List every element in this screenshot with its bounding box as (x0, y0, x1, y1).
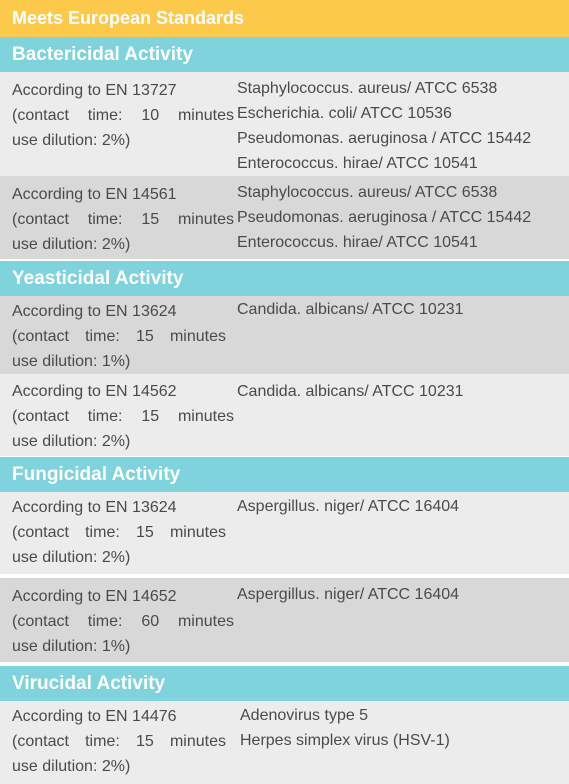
contact-minutes-value: 15 (135, 328, 154, 345)
contact-time (12, 324, 226, 349)
organism-item: Candida. albicans/ ATCC 10231 (237, 383, 464, 400)
time-word: time: (85, 524, 120, 541)
contact-time (12, 520, 226, 545)
organism-item: Enterococcus. hirae/ ATCC 10541 (237, 234, 478, 251)
time-word: time: (85, 328, 120, 345)
standard-name: According to EN 13624 (12, 499, 177, 516)
organism-item: Adenovirus type 5 (240, 707, 369, 724)
contact-word: (contact (12, 733, 69, 750)
minutes-word: minutes (169, 328, 226, 345)
standard-cell (12, 704, 234, 779)
standard-cell (12, 182, 234, 257)
organism-item: Escherichia. coli/ ATCC 10536 (237, 105, 452, 122)
contact-time (12, 103, 234, 128)
time-word: time: (87, 408, 123, 425)
organism-item: Herpes simplex virus (HSV-1) (240, 732, 450, 749)
contact-word: (contact (12, 211, 69, 228)
organisms-cell (237, 180, 531, 255)
dilution: use dilution: 2%) (12, 758, 131, 775)
minutes-word: minutes (177, 107, 234, 124)
contact-minutes-value: 15 (135, 733, 154, 750)
time-word: time: (87, 107, 123, 124)
contact-time (12, 609, 234, 634)
organism-item: Pseudomonas. aeruginosa / ATCC 15442 (237, 130, 532, 147)
organism-item: Pseudomonas. aeruginosa / ATCC 15442 (237, 209, 532, 226)
table-row (0, 701, 569, 784)
standard-name: According to EN 13727 (12, 82, 177, 99)
standard-cell (12, 78, 234, 153)
contact-time (12, 207, 234, 232)
organism-item: Staphylococcus. aureus/ ATCC 6538 (237, 184, 498, 201)
dilution: use dilution: 1%) (12, 353, 131, 370)
organisms-cell (240, 703, 450, 753)
dilution: use dilution: 2%) (12, 236, 131, 253)
section-heading-virucidal: Virucidal Activity (0, 666, 569, 701)
table-title: Meets European Standards (0, 0, 569, 37)
standard-name: According to EN 14652 (12, 588, 177, 605)
standard-cell (12, 379, 234, 454)
table-row (0, 492, 569, 574)
organism-item: Aspergillus. niger/ ATCC 16404 (237, 586, 460, 603)
dilution: use dilution: 1%) (12, 638, 131, 655)
standard-name: According to EN 14561 (12, 186, 177, 203)
standard-cell (12, 495, 234, 570)
time-word: time: (87, 211, 123, 228)
organisms-cell (237, 494, 459, 519)
contact-time (12, 729, 226, 754)
standard-name: According to EN 14476 (12, 708, 177, 725)
table-row (0, 176, 569, 259)
contact-minutes-value: 15 (141, 408, 160, 425)
organisms-cell (237, 76, 531, 176)
contact-minutes-value: 10 (141, 107, 160, 124)
time-word: time: (85, 733, 120, 750)
contact-word: (contact (12, 408, 69, 425)
contact-minutes-value: 15 (141, 211, 160, 228)
organism-item: Candida. albicans/ ATCC 10231 (237, 301, 464, 318)
organisms-cell (237, 379, 464, 404)
contact-minutes-value: 60 (141, 613, 160, 630)
organisms-cell (237, 582, 459, 607)
table-row (0, 374, 569, 456)
contact-time (12, 404, 234, 429)
minutes-word: minutes (177, 613, 234, 630)
contact-word: (contact (12, 328, 69, 345)
standard-name: According to EN 13624 (12, 303, 177, 320)
contact-word: (contact (12, 613, 69, 630)
standard-cell (12, 584, 234, 659)
table-row (0, 578, 569, 662)
table-row (0, 296, 569, 374)
table-row (0, 72, 569, 176)
time-word: time: (87, 613, 123, 630)
section-heading-bactericidal: Bactericidal Activity (0, 37, 569, 72)
organism-item: Staphylococcus. aureus/ ATCC 6538 (237, 80, 498, 97)
standard-name: According to EN 14562 (12, 383, 177, 400)
organism-item: Aspergillus. niger/ ATCC 16404 (237, 498, 460, 515)
minutes-word: minutes (177, 211, 234, 228)
dilution: use dilution: 2%) (12, 549, 131, 566)
contact-word: (contact (12, 524, 69, 541)
dilution: use dilution: 2%) (12, 433, 131, 450)
contact-word: (contact (12, 107, 69, 124)
organism-item: Enterococcus. hirae/ ATCC 10541 (237, 155, 478, 172)
section-heading-yeasticidal: Yeasticidal Activity (0, 261, 569, 296)
standard-cell (12, 299, 234, 374)
minutes-word: minutes (169, 733, 226, 750)
dilution: use dilution: 2%) (12, 132, 131, 149)
organisms-cell (237, 297, 464, 322)
contact-minutes-value: 15 (135, 524, 154, 541)
minutes-word: minutes (169, 524, 226, 541)
minutes-word: minutes (177, 408, 234, 425)
section-heading-fungicidal: Fungicidal Activity (0, 457, 569, 492)
